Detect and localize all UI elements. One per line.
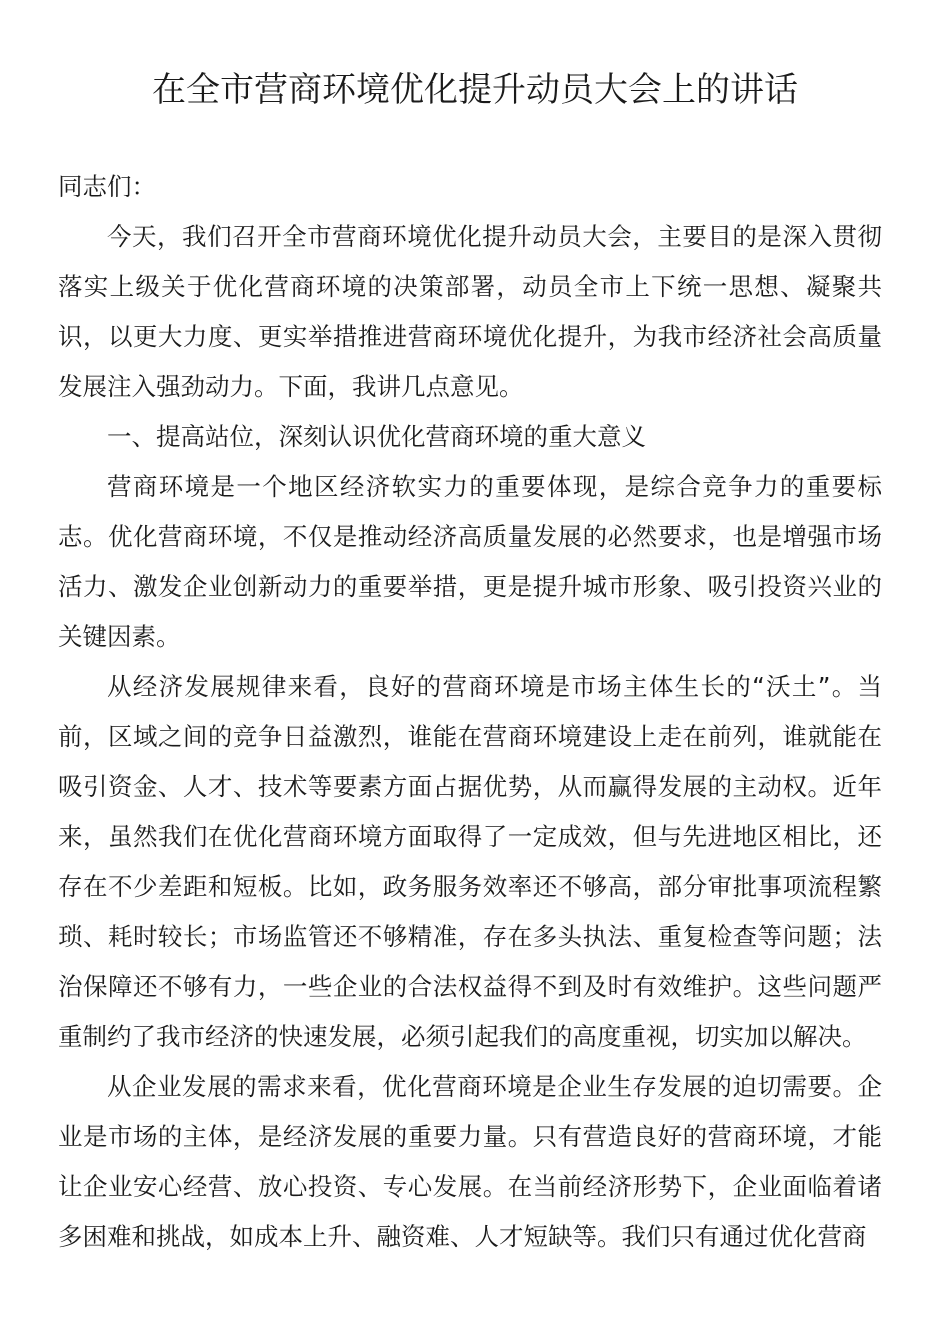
document-title: 在全市营商环境优化提升动员大会上的讲话 <box>152 70 798 110</box>
section-heading-1: 一、提高站位，深刻认识优化营商环境的重大意义 <box>107 422 646 451</box>
paragraph-enterprise-needs: 从企业发展的需求来看，优化营商环境是企业生存发展的迫切需要。企业是市场的主体，是经济发展的重要力量。只有营造良好的营商环境，才能让企业安心经营、放心投资、专心发展。在当前经济形势下，企业面临着诸多困难和挑战，如成本上升、融资难、人才短缺等。我们只有通过优化营商 <box>58 1072 882 1251</box>
document-body <box>58 162 882 1262</box>
paragraph-significance: 营商环境是一个地区经济软实力的重要体现，是综合竞争力的重要标志。优化营商环境，不仅是推动经济高质量发展的必然要求，也是增强市场活力、激发企业创新动力的重要举措，更是提升城市形象、吸引投资兴业的关键因素。 <box>58 472 882 651</box>
paragraph-economic-law: 从经济发展规律来看，良好的营商环境是市场主体生长的“沃土”。当前，区域之间的竞争日益激烈，谁能在营商环境建设上走在前列，谁就能在吸引资金、人才、技术等要素方面占据优势，从而赢得发展的主动权。近年来，虽然我们在优化营商环境方面取得了一定成效，但与先进地区相比，还存在不少差距和短板。比如，政务服务效率还不够高，部分审批事项流程繁琐、耗时较长；市场监管还不够精准，存在多头执法、重复检查等问题；法治保障还不够有力，一些企业的合法权益得不到及时有效维护。这些问题严重制约了我市经济的快速发展，必须引起我们的高度重视，切实加以解决。 <box>58 672 882 1051</box>
paragraph-opening: 今天，我们召开全市营商环境优化提升动员大会，主要目的是深入贯彻落实上级关于优化营商环境的决策部署，动员全市上下统一思想、凝聚共识，以更大力度、更实举措推进营商环境优化提升，为我市经济社会高质量发展注入强劲动力。下面，我讲几点意见。 <box>58 222 882 401</box>
salutation: 同志们： <box>58 172 156 201</box>
